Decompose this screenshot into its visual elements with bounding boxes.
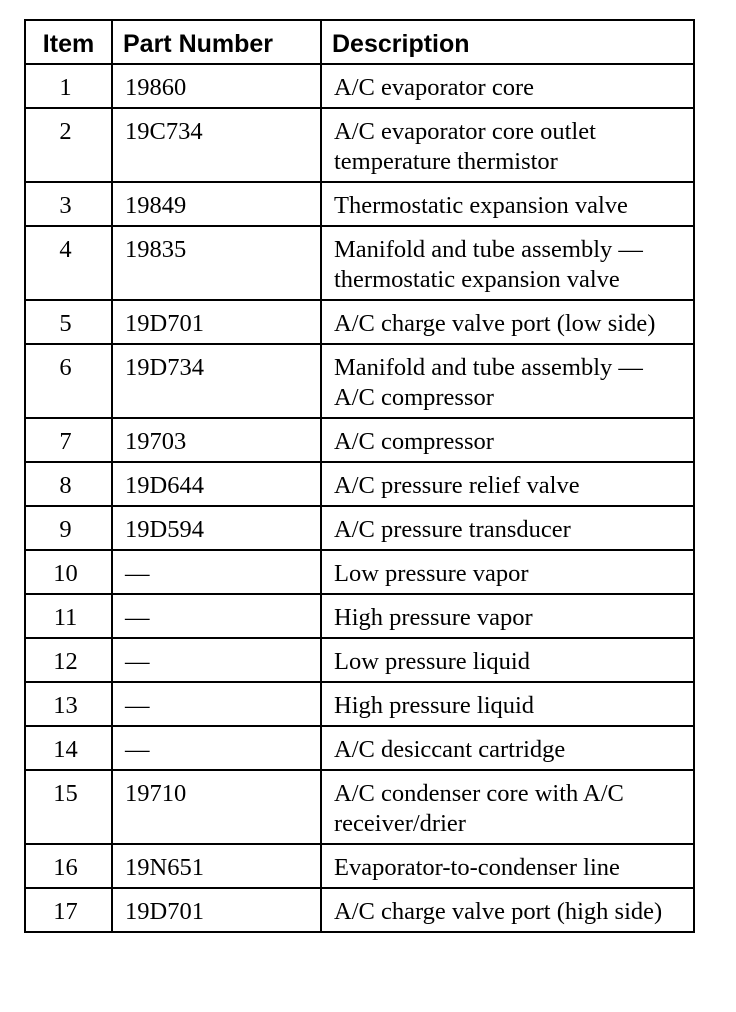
table-row: [25, 550, 694, 594]
description-cell: A/C condenser core with A/C receiver/drier: [321, 770, 694, 844]
table-row: [25, 594, 694, 638]
description-cell: A/C pressure transducer: [321, 506, 694, 550]
item-cell: 1: [25, 64, 112, 108]
table-row: [25, 108, 694, 182]
item-cell: 3: [25, 182, 112, 226]
part-number-cell: 19835: [112, 226, 321, 300]
header-description: Description: [321, 20, 694, 64]
table-row: [25, 344, 694, 418]
part-number-cell: 19703: [112, 418, 321, 462]
header-part-number: Part Number: [112, 20, 321, 64]
table-row: [25, 506, 694, 550]
part-number-cell: 19D734: [112, 344, 321, 418]
part-number-cell: 19D701: [112, 888, 321, 932]
item-cell: 6: [25, 344, 112, 418]
description-cell: Evaporator-to-condenser line: [321, 844, 694, 888]
part-number-cell: 19C734: [112, 108, 321, 182]
item-cell: 4: [25, 226, 112, 300]
description-cell: A/C desiccant cartridge: [321, 726, 694, 770]
item-cell: 12: [25, 638, 112, 682]
item-cell: 14: [25, 726, 112, 770]
part-number-cell: 19N651: [112, 844, 321, 888]
table-row: [25, 300, 694, 344]
table-row: [25, 844, 694, 888]
description-cell: A/C compressor: [321, 418, 694, 462]
table-row: [25, 770, 694, 844]
description-cell: High pressure vapor: [321, 594, 694, 638]
description-cell: Low pressure vapor: [321, 550, 694, 594]
table-row: [25, 638, 694, 682]
description-cell: Manifold and tube assembly — A/C compressor: [321, 344, 694, 418]
part-number-cell: 19D701: [112, 300, 321, 344]
part-number-cell: —: [112, 726, 321, 770]
table-row: [25, 64, 694, 108]
header-row: [25, 20, 694, 64]
description-cell: Manifold and tube assembly — thermostatic expansion valve: [321, 226, 694, 300]
table-row: [25, 226, 694, 300]
item-cell: 5: [25, 300, 112, 344]
item-cell: 2: [25, 108, 112, 182]
part-number-cell: 19710: [112, 770, 321, 844]
table-row: [25, 418, 694, 462]
part-number-cell: 19D644: [112, 462, 321, 506]
part-number-cell: 19D594: [112, 506, 321, 550]
description-cell: A/C pressure relief valve: [321, 462, 694, 506]
table-row: [25, 182, 694, 226]
item-cell: 17: [25, 888, 112, 932]
item-cell: 11: [25, 594, 112, 638]
item-cell: 8: [25, 462, 112, 506]
item-cell: 13: [25, 682, 112, 726]
part-number-cell: —: [112, 594, 321, 638]
item-cell: 16: [25, 844, 112, 888]
table-row: [25, 726, 694, 770]
item-cell: 9: [25, 506, 112, 550]
part-number-cell: 19860: [112, 64, 321, 108]
description-cell: Thermostatic expansion valve: [321, 182, 694, 226]
parts-table: [24, 19, 695, 933]
description-cell: A/C charge valve port (high side): [321, 888, 694, 932]
header-item: Item: [25, 20, 112, 64]
description-cell: Low pressure liquid: [321, 638, 694, 682]
part-number-cell: —: [112, 682, 321, 726]
description-cell: A/C charge valve port (low side): [321, 300, 694, 344]
part-number-cell: —: [112, 638, 321, 682]
item-cell: 15: [25, 770, 112, 844]
description-cell: A/C evaporator core: [321, 64, 694, 108]
item-cell: 10: [25, 550, 112, 594]
description-cell: High pressure liquid: [321, 682, 694, 726]
description-cell: A/C evaporator core outlet temperature thermistor: [321, 108, 694, 182]
table-row: [25, 888, 694, 932]
part-number-cell: 19849: [112, 182, 321, 226]
item-cell: 7: [25, 418, 112, 462]
part-number-cell: —: [112, 550, 321, 594]
table-row: [25, 682, 694, 726]
table-row: [25, 462, 694, 506]
